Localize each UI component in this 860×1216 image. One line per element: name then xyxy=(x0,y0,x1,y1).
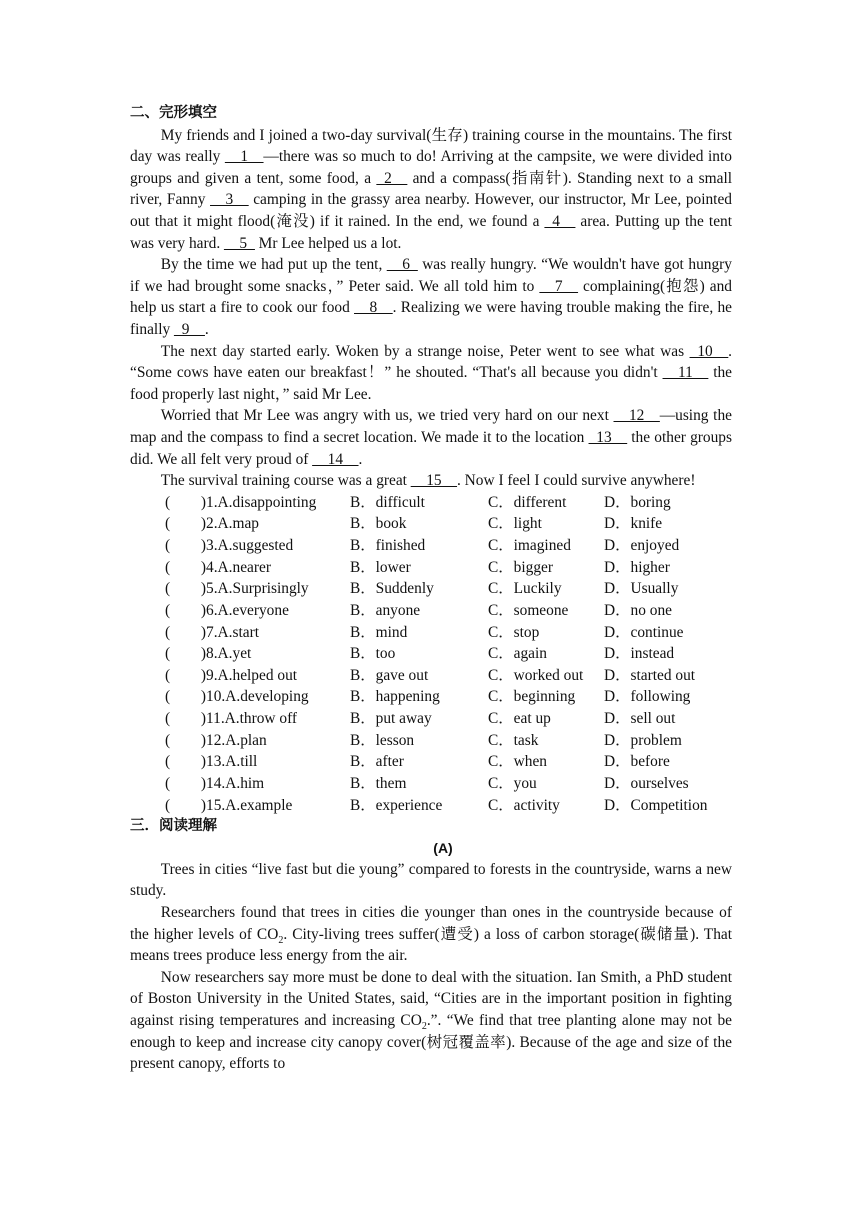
cloze-text: . Realizing we were having trouble making the fire, he finally xyxy=(130,299,732,338)
option-a: 14.A.him xyxy=(206,775,265,793)
option-c: C．imagined xyxy=(488,536,571,554)
answer-parentheses: ( ) xyxy=(165,536,207,554)
option-a: 10.A.developing xyxy=(206,688,309,706)
cloze-text: the food properly last night，” said Mr Lee. xyxy=(130,364,733,403)
answer-parentheses: ( ) xyxy=(165,645,207,663)
cloze-blank: __11__ xyxy=(662,364,709,382)
question-row xyxy=(130,751,732,773)
option-c: C．Luckily xyxy=(488,580,562,598)
option-a: 3.A.suggested xyxy=(206,536,294,554)
option-c: C．when xyxy=(488,753,547,771)
answer-parentheses: ( ) xyxy=(165,580,207,598)
option-b: B．mind xyxy=(350,623,408,641)
option-a: 8.A.yet xyxy=(206,645,252,663)
reading-paragraph-3-text-end: .”. “We find that tree planting alone may not be enough to keep and increase city canopy cover(树冠覆盖率). Because of the age and size of the present canopy, efforts to xyxy=(130,1012,732,1073)
cloze-blank: _13__ xyxy=(588,428,628,446)
subscript-2: 2 xyxy=(421,1021,427,1033)
cloze-blank: __12__ xyxy=(613,407,660,425)
cloze-blank: _4__ xyxy=(544,212,576,230)
option-d: D．following xyxy=(604,688,691,706)
reading-paragraph-2-text-end: . City-living trees suffer(遭受) a loss of carbon storage(碳储量). That means trees produce less energy from the air. xyxy=(130,925,732,965)
option-c: C．eat up xyxy=(488,710,551,728)
option-b: B．difficult xyxy=(350,493,425,511)
cloze-blank: _10__ xyxy=(689,342,729,360)
question-row xyxy=(130,557,732,579)
option-b: B．gave out xyxy=(350,666,429,684)
document-page xyxy=(130,103,732,1075)
option-a: 11.A.throw off xyxy=(206,710,298,728)
option-a: 9.A.helped out xyxy=(206,666,298,684)
cloze-text: the other groups did. We all felt very proud of xyxy=(130,428,732,468)
option-d: D．continue xyxy=(604,623,684,641)
reading-paragraph-2-text: Researchers found that trees in cities die younger than ones in the countryside because of the higher levels of CO xyxy=(130,904,732,943)
option-b: B．too xyxy=(350,645,396,663)
option-b: B．book xyxy=(350,515,407,533)
option-c: C．beginning xyxy=(488,688,576,706)
question-row xyxy=(130,730,732,752)
option-b: B．finished xyxy=(350,536,426,554)
answer-parentheses: ( ) xyxy=(165,623,207,641)
cloze-text: complaining(抱怨) and help us start a fire to cook our food xyxy=(130,277,733,317)
option-d: D．enjoyed xyxy=(604,536,680,554)
question-row xyxy=(130,773,732,795)
option-a: 1.A.disappointing xyxy=(206,493,317,511)
option-c: C．again xyxy=(488,645,547,663)
answer-parentheses: ( ) xyxy=(165,515,207,533)
cloze-paragraph xyxy=(130,125,732,255)
question-row xyxy=(130,535,732,557)
question-row xyxy=(130,708,732,730)
option-c: C．light xyxy=(488,515,542,533)
option-d: D．sell out xyxy=(604,710,676,728)
option-a: 15.A.example xyxy=(206,796,293,814)
option-d: D．knife xyxy=(604,515,663,533)
cloze-text: and a compass(指南针). Standing next to a small river, Fanny xyxy=(130,169,732,209)
option-b: B．experience xyxy=(350,796,443,814)
option-b: B．put away xyxy=(350,710,432,728)
reading-paragraph-2 xyxy=(130,902,732,967)
cloze-blank: __7__ xyxy=(539,277,578,295)
cloze-paragraph xyxy=(130,470,732,492)
answer-parentheses: ( ) xyxy=(165,688,207,706)
cloze-text: The survival training course was a great xyxy=(160,472,411,490)
option-d: D．before xyxy=(604,753,670,771)
option-d: D．higher xyxy=(604,558,670,576)
cloze-text: —using the map and the compass to find a secret location. We made it to the location xyxy=(130,407,732,446)
answer-parentheses: ( ) xyxy=(165,796,207,814)
option-b: B．lower xyxy=(350,558,411,576)
cloze-text: By the time we had put up the tent, xyxy=(160,256,387,274)
cloze-text: —there was so much to do! Arriving at the campsite, we were divided into groups and given a tent, some food, a xyxy=(130,148,732,187)
cloze-blank: __3__ xyxy=(210,191,249,209)
question-row xyxy=(130,622,732,644)
cloze-blank: _9__ xyxy=(174,320,205,338)
question-row xyxy=(130,643,732,665)
cloze-text: Worried that Mr Lee was angry with us, we tried very hard on our next xyxy=(160,407,614,425)
question-row xyxy=(130,492,732,514)
question-row xyxy=(130,795,732,817)
option-a: 7.A.start xyxy=(206,623,260,641)
option-a: 6.A.everyone xyxy=(206,601,289,619)
answer-parentheses: ( ) xyxy=(165,710,207,728)
passage-a-label: (A) xyxy=(433,839,453,856)
question-row xyxy=(130,513,732,535)
cloze-text: . Now I feel I could survive anywhere! xyxy=(456,472,696,490)
answer-parentheses: ( ) xyxy=(165,601,207,619)
question-row xyxy=(130,665,732,687)
cloze-text: My friends and I joined a two-day survival(生存) training course in the mountains. The first day was really xyxy=(130,126,732,166)
option-a: 13.A.till xyxy=(206,753,258,771)
option-d: D．started out xyxy=(604,666,696,684)
answer-parentheses: ( ) xyxy=(165,753,207,771)
cloze-blank: _2__ xyxy=(376,169,408,187)
cloze-text: Mr Lee helped us a lot. xyxy=(254,234,402,252)
option-a: 12.A.plan xyxy=(206,731,267,749)
option-c: C．activity xyxy=(488,796,560,814)
answer-parentheses: ( ) xyxy=(165,493,207,511)
option-c: C．bigger xyxy=(488,558,553,576)
reading-section-title: 三．阅读理解 xyxy=(130,818,217,835)
question-row xyxy=(130,578,732,600)
cloze-text: camping in the grassy area nearby. However, our instructor, Mr Lee, pointed out that it might flood(淹没) if it rained. In the end, we found a xyxy=(130,191,732,230)
question-row xyxy=(130,686,732,708)
cloze-text: The next day started early. Woken by a strange noise, Peter went to see what was xyxy=(160,342,690,360)
answer-parentheses: ( ) xyxy=(165,558,207,576)
cloze-paragraph xyxy=(130,254,732,340)
cloze-blank: __5_ xyxy=(224,234,255,252)
option-c: C．task xyxy=(488,731,539,749)
option-d: D．Usually xyxy=(604,580,679,598)
cloze-blank: __14__ xyxy=(312,450,359,468)
answer-parentheses: ( ) xyxy=(165,731,207,749)
option-c: C．worked out xyxy=(488,666,584,684)
option-b: B．Suddenly xyxy=(350,580,434,598)
cloze-paragraph xyxy=(130,405,732,470)
option-d: D．no one xyxy=(604,601,672,619)
option-b: B．after xyxy=(350,753,404,771)
option-d: D．problem xyxy=(604,731,682,749)
option-d: D．ourselves xyxy=(604,775,689,793)
cloze-text: . xyxy=(358,450,363,468)
option-c: C．someone xyxy=(488,601,569,619)
option-d: D．boring xyxy=(604,493,671,511)
cloze-text: was really hungry. “We wouldn't have got hungry if we had brought some snacks，” Peter said. We all told him to xyxy=(130,256,732,295)
option-c: C．different xyxy=(488,493,567,511)
cloze-blank: __15__ xyxy=(410,472,457,490)
option-c: C．stop xyxy=(488,623,540,641)
reading-paragraph-1: Trees in cities “live fast but die young” compared to forests in the countryside, warns a new study. xyxy=(130,860,732,900)
option-b: B．lesson xyxy=(350,731,415,749)
option-c: C．you xyxy=(488,775,537,793)
option-b: B．anyone xyxy=(350,601,421,619)
option-a: 2.A.map xyxy=(206,515,260,533)
option-d: D．Competition xyxy=(604,796,708,814)
option-a: 4.A.nearer xyxy=(206,558,271,576)
cloze-blank: __8__ xyxy=(354,299,393,317)
question-row xyxy=(130,600,732,622)
cloze-text: . xyxy=(204,320,209,338)
reading-paragraph-3 xyxy=(130,967,732,1075)
cloze-section-title: 二、完形填空 xyxy=(130,105,217,121)
option-a: 5.A.Surprisingly xyxy=(206,580,309,598)
answer-parentheses: ( ) xyxy=(165,775,207,793)
cloze-passage xyxy=(130,125,732,492)
subscript-2: 2 xyxy=(278,934,284,946)
cloze-text: area. Putting up the tent was very hard. xyxy=(130,212,733,252)
option-b: B．happening xyxy=(350,688,440,706)
reading-paragraph-3-text: Now researchers say more must be done to deal with the situation. Ian Smith, a PhD student of Boston University in the United States, said, “Cities are in the important position in fighting against rising temperatures and increasing CO xyxy=(130,968,732,1030)
cloze-options-list xyxy=(130,492,732,817)
cloze-blank: __6_ xyxy=(386,256,418,274)
option-b: B．them xyxy=(350,775,407,793)
cloze-blank: __1__ xyxy=(224,148,264,166)
cloze-text: . “Some cows have eaten our breakfast！” he shouted. “That's all because you didn't xyxy=(130,342,732,382)
option-d: D．instead xyxy=(604,645,675,663)
answer-parentheses: ( ) xyxy=(165,666,207,684)
cloze-paragraph xyxy=(130,341,732,406)
